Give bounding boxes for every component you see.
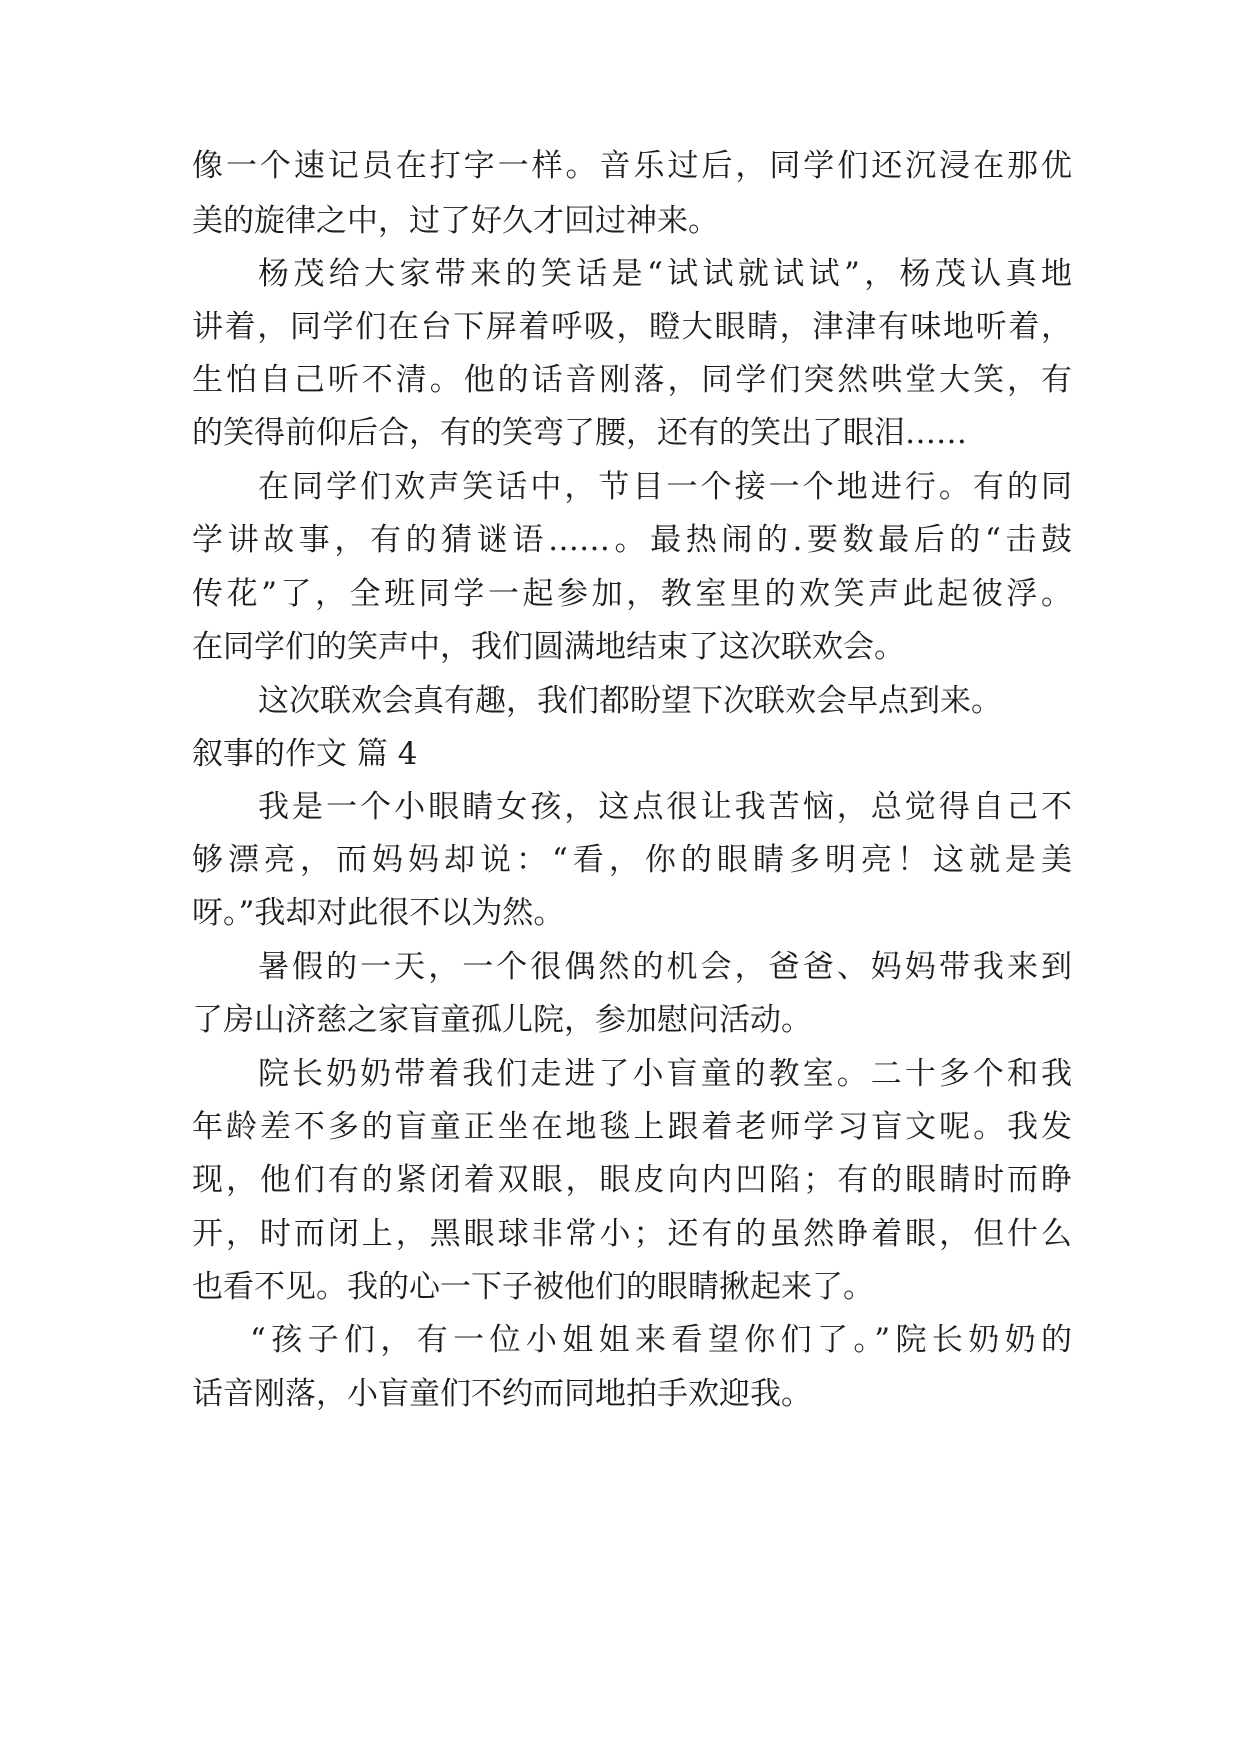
text-line: 的笑得前仰后合，有的笑弯了腰，还有的笑出了眼泪…… xyxy=(192,415,967,451)
text-line: “孩子们，有一位小姐姐来看望你们了。”院长奶奶的 xyxy=(250,1322,1072,1358)
text-line: 现，他们有的紧闭着双眼，眼皮向内凹陷；有的眼睛时而睁 xyxy=(192,1162,1072,1198)
text-line: 也看不见。我的心一下子被他们的眼睛揪起来了。 xyxy=(192,1269,874,1305)
text-line: 这次联欢会真有趣，我们都盼望下次联欢会早点到来。 xyxy=(258,683,1002,719)
text-line: 年龄差不多的盲童正坐在地毯上跟着老师学习盲文呢。我发 xyxy=(192,1109,1072,1145)
text-line: 在同学们的笑声中，我们圆满地结束了这次联欢会。 xyxy=(192,629,905,665)
section-heading: 叙事的作文 篇 4 xyxy=(192,736,418,772)
text-line: 够漂亮，而妈妈却说：“看，你的眼睛多明亮！这就是美 xyxy=(192,842,1072,878)
text-line: 话音刚落，小盲童们不约而同地拍手欢迎我。 xyxy=(192,1376,812,1412)
text-line: 在同学们欢声笑话中，节目一个接一个地进行。有的同 xyxy=(258,469,1072,505)
text-line: 生怕自己听不清。他的话音刚落，同学们突然哄堂大笑，有 xyxy=(192,362,1072,398)
text-line: 传花”了，全班同学一起参加，教室里的欢笑声此起彼浮。 xyxy=(192,576,1072,612)
text-line: 讲着，同学们在台下屏着呼吸，瞪大眼睛，津津有味地听着， xyxy=(192,309,1072,345)
text-line: 开，时而闭上，黑眼球非常小；还有的虽然睁着眼，但什么 xyxy=(192,1216,1072,1252)
text-line: 杨茂给大家带来的笑话是“试试就试试”，杨茂认真地 xyxy=(258,256,1072,292)
text-line: 美的旋律之中，过了好久才回过神来。 xyxy=(192,203,719,239)
text-line: 了房山济慈之家盲童孤儿院，参加慰问活动。 xyxy=(192,1002,812,1038)
text-line: 我是一个小眼睛女孩，这点很让我苦恼，总觉得自己不 xyxy=(258,789,1072,825)
text-line: 学讲故事，有的猜谜语……。最热闹的.要数最后的“击鼓 xyxy=(192,522,1072,558)
text-line: 呀。”我却对此很不以为然。 xyxy=(192,895,565,931)
text-line: 像一个速记员在打字一样。音乐过后，同学们还沉浸在那优 xyxy=(192,148,1072,184)
text-line: 院长奶奶带着我们走进了小盲童的教室。二十多个和我 xyxy=(258,1056,1072,1092)
text-line: 暑假的一天，一个很偶然的机会，爸爸、妈妈带我来到 xyxy=(258,949,1072,985)
